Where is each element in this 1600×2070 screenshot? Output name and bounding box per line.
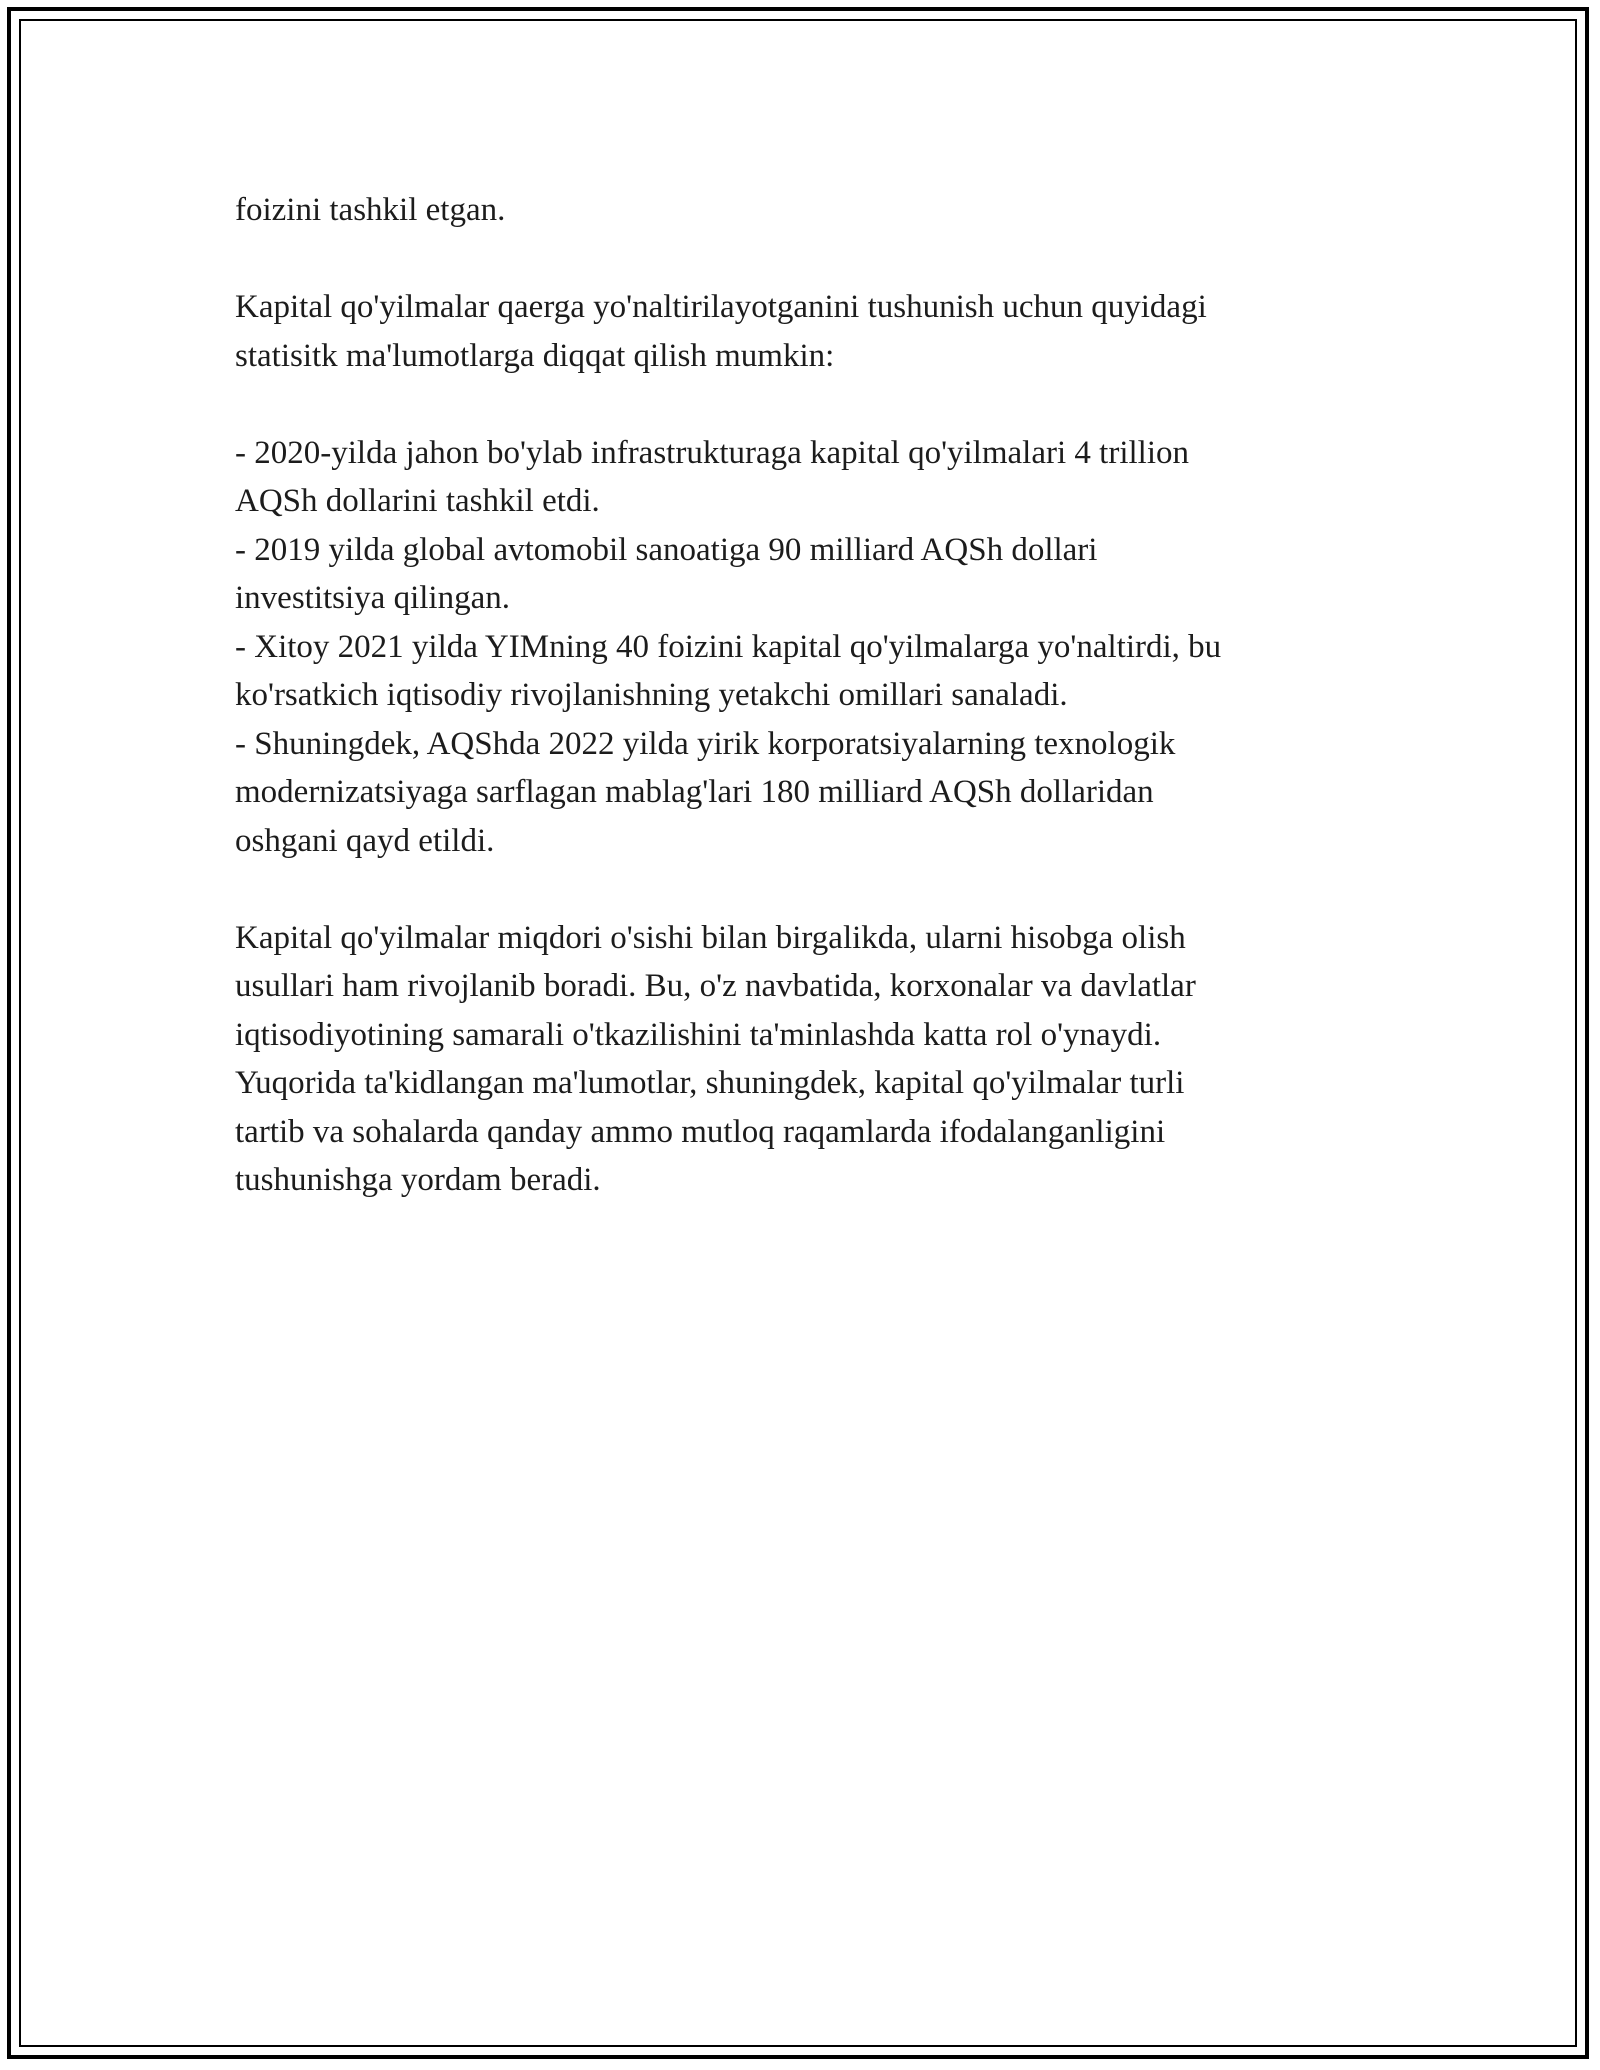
text-line: statisitk ma'lumotlarga diqqat qilish mumkin: [235,337,835,374]
text-line: iqtisodiyotining samarali o'tkazilishini ta'minlashda katta rol o'ynaydi. [235,1016,1162,1053]
text-line: Kapital qo'yilmalar miqdori o'sishi bilan birgalikda, ularni hisobga olish [235,919,1186,956]
list-line: - Xitoy 2021 yilda YIMning 40 foizini kapital qo'yilmalarga yo'naltirdi, bu [235,628,1222,665]
text-line: Kapital qo'yilmalar qaerga yo'naltirilayotganini tushunish uchun quyidagi [235,289,1207,325]
paragraph-gap [235,380,1375,429]
paragraph-gap [235,235,1375,284]
list-line: AQSh dollarini tashkil etdi. [235,483,600,519]
list-line: modernizatsiyaga sarflagan mablag'lari 180 milliard AQSh dollaridan [235,774,1154,810]
list-line: - Shuningdek, AQShda 2022 yilda yirik korporatsiyalarning texnologik [235,725,1176,762]
paragraph-gap [235,865,1375,914]
list-line: - 2019 yilda global avtomobil sanoatiga 90 milliard AQSh dollari [235,531,1098,568]
list-line: ko'rsatkich iqtisodiy rivojlanishning yetakchi omillari sanaladi. [235,677,1068,713]
document-body [235,186,1375,1205]
text-line: tartib va sohalarda qanday ammo mutloq raqamlarda ifodalanganligini [235,1113,1166,1150]
text-line: tushunishga yordam beradi. [235,1162,601,1198]
list-line: investitsiya qilingan. [235,580,510,616]
text-line: foizini tashkil etgan. [235,192,506,228]
list-line: oshgani qayd etildi. [235,822,495,859]
list-line: - 2020-yilda jahon bo'ylab infrastrukturaga kapital qo'yilmalari 4 trillion [235,434,1189,471]
text-line: Yuqorida ta'kidlangan ma'lumotlar, shuningdek, kapital qo'yilmalar turli [235,1065,1185,1101]
text-line: usullari ham rivojlanib boradi. Bu, o'z navbatida, korxonalar va davlatlar [235,968,1196,1004]
